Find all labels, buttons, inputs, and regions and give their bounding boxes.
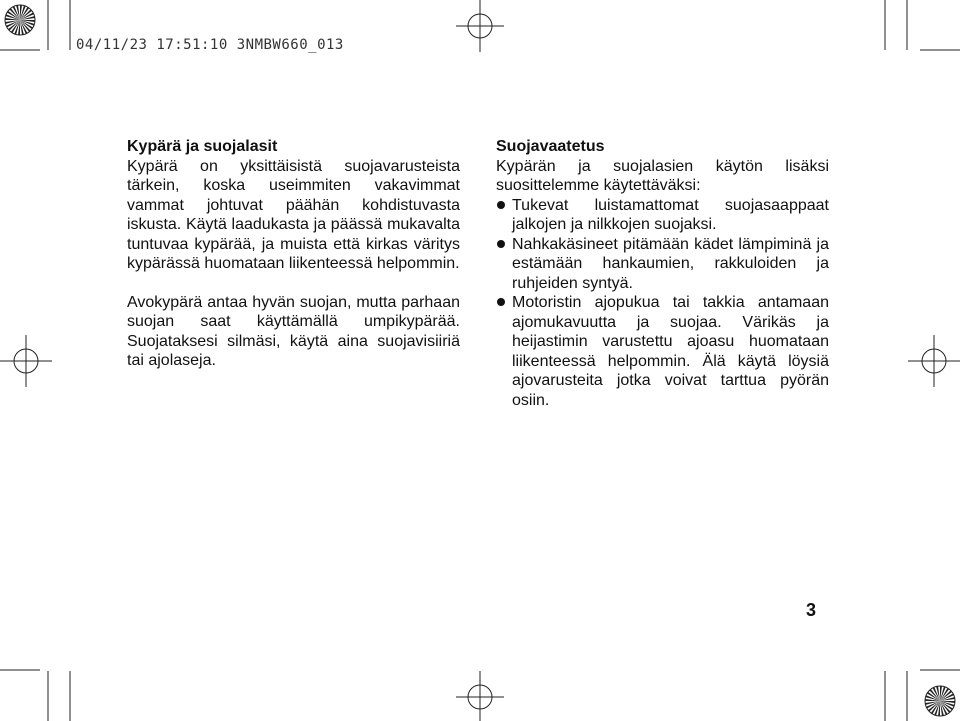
paragraph: Kypärän ja suojalasien käytön lisäksi suosittelemme käytettäväksi: (496, 157, 829, 194)
section-heading: Kypärä ja suojalasit (127, 138, 278, 155)
registration-mark-bottom (456, 671, 504, 721)
paragraph: Avokypärä antaa hyvän suojan, mutta parhaan suojan saat käyttämällä umpikypärää. Suojataksesi silmäsi, käytä aina suojavisiiriä tai ajolaseja. (127, 293, 460, 369)
print-timestamp: 04/11/23 17:51:10 3NMBW660_013 (76, 37, 344, 53)
paragraph: Kypärä on yksittäisistä suojavarusteista tärkein, koska useimmiten vakavimmat vammat johtuvat päähän kohdistuvasta iskusta. Käytä laadukasta ja päässä mukavalta tuntuvaa kypärää, ja muista että kirkas väritys kypärässä huomataan liikenteessä helpommin. (127, 157, 460, 272)
list-item: Nahkakäsineet pitämään kädet lämpiminä ja estämään hankaumien, rakkuloiden ja ruhjeiden syntyä. (496, 235, 829, 294)
list-item: Tukevat luistamattomat suojasaappaat jalkojen ja nilkkojen suojaksi. (496, 196, 829, 235)
page-number: 3 (806, 600, 817, 620)
bullet-list (496, 196, 829, 411)
registration-mark-top (456, 0, 504, 52)
section-helmet (127, 137, 460, 371)
section-protective-clothing (496, 137, 829, 410)
registration-mark-right (908, 335, 960, 387)
section-heading: Suojavaatetus (496, 138, 605, 155)
starburst-mark-top-left (5, 5, 35, 35)
list-item: Motoristin ajopukua tai takkia antamaan ajomukavuutta ja suojaa. Värikäs ja heijastimin varustettu ajoasu huomataan liikenteessä helpommin. Älä käytä löysiä ajovarusteita jotka voivat tarttua pyörän osiin. (496, 293, 829, 410)
starburst-mark-bottom-right (925, 686, 955, 716)
registration-mark-left (0, 335, 52, 387)
